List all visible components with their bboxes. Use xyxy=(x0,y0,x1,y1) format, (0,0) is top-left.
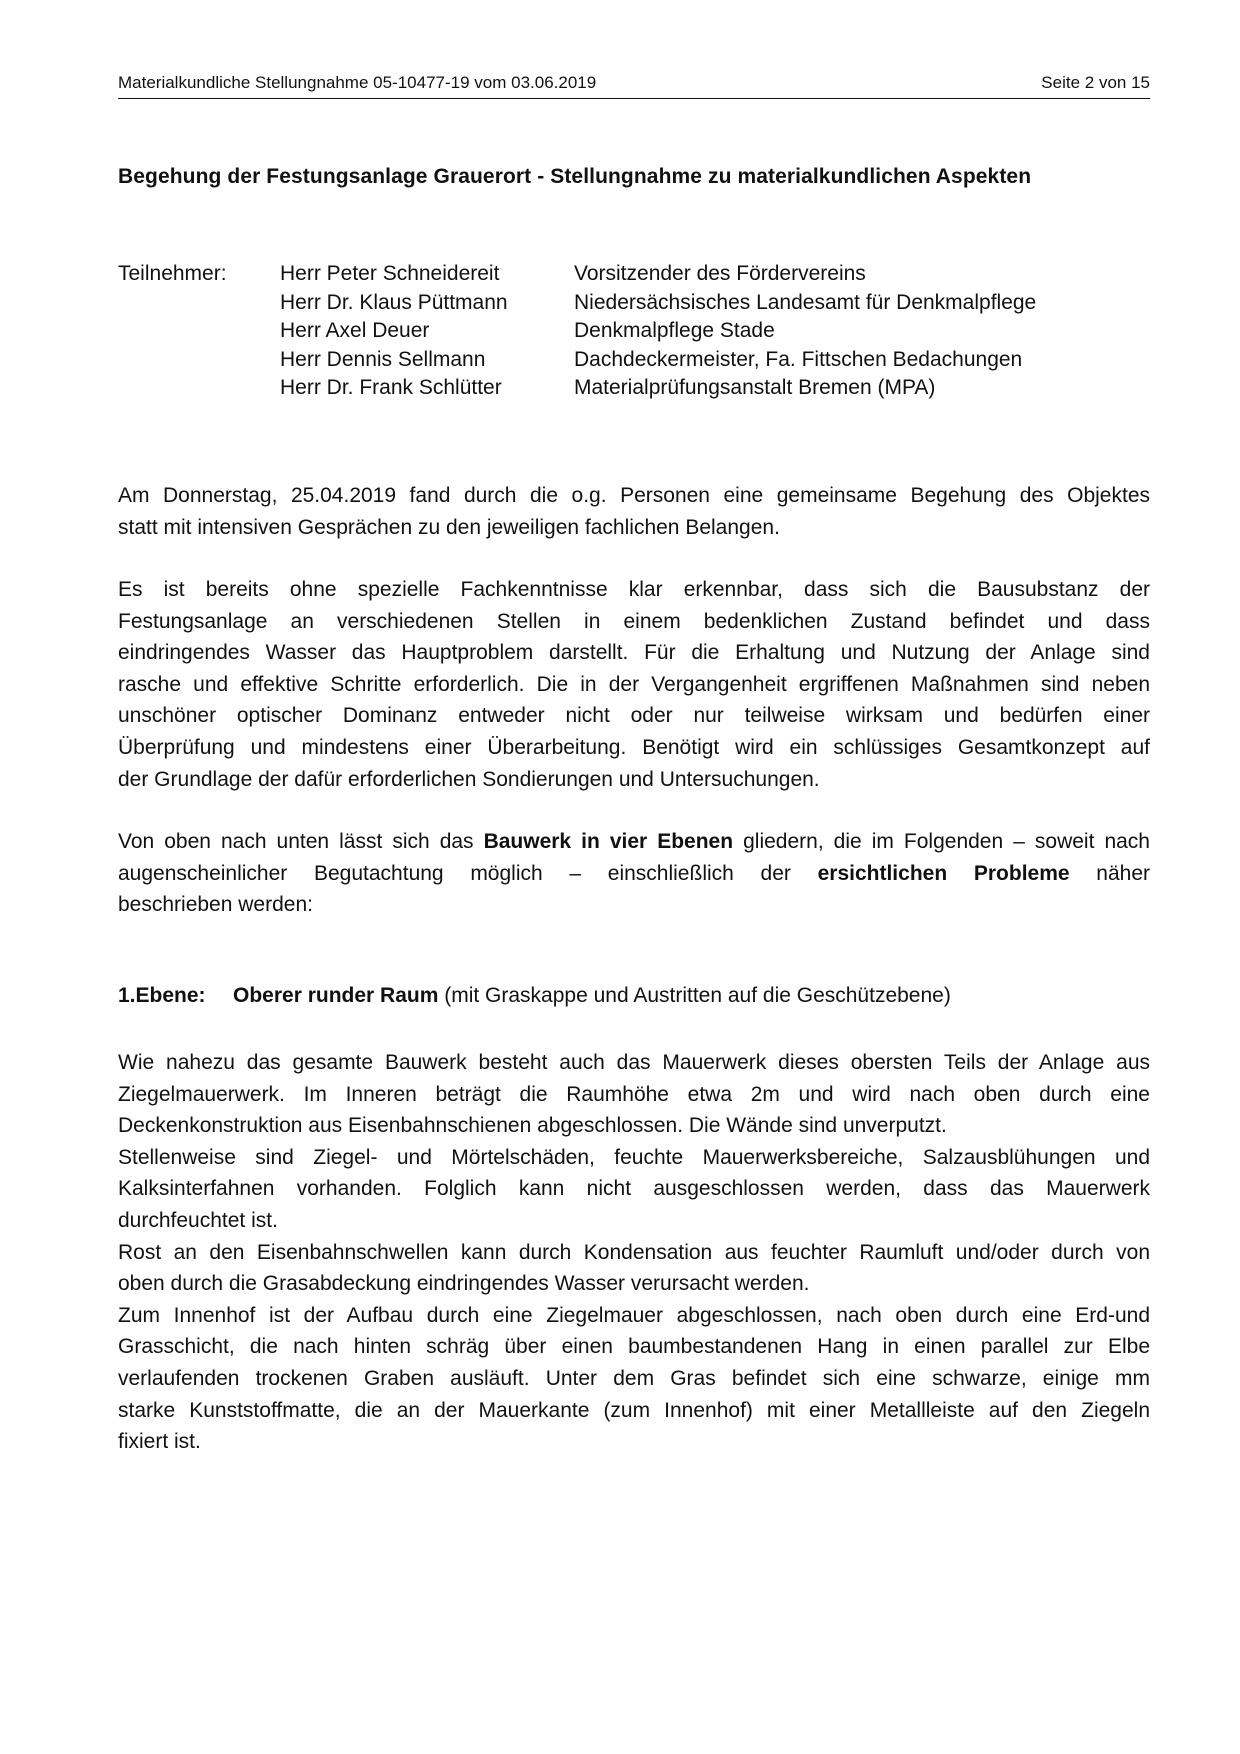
section-heading-level-1 xyxy=(118,984,951,1008)
page-header xyxy=(118,70,1150,99)
participant-role: Dachdeckermeister, Fa. Fittschen Bedachungen xyxy=(574,347,1023,371)
text-line xyxy=(118,858,1150,890)
text-line: oben durch die Grasabdeckung eindringendes Wasser verursacht werden. xyxy=(118,1272,810,1296)
participant-name: Herr Axel Deuer xyxy=(280,319,430,342)
text-line: Deckenkonstruktion aus Eisenbahnschienen abgeschlossen. Die Wände sind unverputzt. xyxy=(118,1114,947,1138)
text-segment: näher xyxy=(1069,861,1150,885)
text-line: Zum Innenhof ist der Aufbau durch eine Ziegelmauer abgeschlossen, nach oben durch eine Erd-und xyxy=(118,1303,1150,1327)
text-line: Festungsanlage an verschiedenen Stellen in einem bedenklichen Zustand befindet und dass xyxy=(118,609,1150,633)
emphasis-text: Bauwerk in vier Ebenen xyxy=(483,830,734,853)
participant-role: Denkmalpflege Stade xyxy=(574,319,775,342)
participant-name: Herr Dr. Frank Schlütter xyxy=(280,376,502,399)
text-line: rasche und effektive Schritte erforderlich. Die in der Vergangenheit ergriffenen Maßnahmen sind neben xyxy=(118,672,1150,696)
participants-label: Teilnehmer: xyxy=(118,262,227,285)
text-line: verlaufenden trockenen Graben ausläuft. Unter dem Gras befindet sich eine schwarze, einige mm xyxy=(118,1366,1150,1390)
participant-row xyxy=(280,315,775,347)
emphasis-text: ersichtlichen Probleme xyxy=(817,861,1070,885)
header-page-number: Seite 2 von 15 xyxy=(1041,73,1150,92)
section-note: (mit Graskappe und Austritten auf die Geschützebene) xyxy=(438,984,951,1007)
paragraph-condition-assessment xyxy=(118,574,1150,795)
paragraph-visit-date xyxy=(118,480,1150,543)
paragraph-masonry xyxy=(118,1047,1150,1458)
text-line: starke Kunststoffmatte, die an der Mauerkante (zum Innenhof) mit einer Metallleiste auf den Ziegeln xyxy=(118,1398,1150,1422)
participant-row xyxy=(280,372,936,404)
participant-row xyxy=(280,258,866,290)
text-segment: Von oben nach unten lässt sich das xyxy=(118,830,484,853)
text-line: Überprüfung und mindestens einer Überarbeitung. Benötigt wird ein schlüssiges Gesamtkonzept auf xyxy=(118,735,1150,759)
text-line: durchfeuchtet ist. xyxy=(118,1208,278,1232)
document-title: Begehung der Festungsanlage Grauerort - Stellungnahme zu materialkundlichen Aspekten xyxy=(118,165,1032,188)
section-number: 1.Ebene: xyxy=(118,984,206,1007)
header-document-reference: Materialkundliche Stellungnahme 05-10477-19 vom 03.06.2019 xyxy=(118,73,597,92)
text-line: Grasschicht, die nach hinten schräg über einen baumbestandenen Hang in einen parallel zur Elbe xyxy=(118,1335,1150,1359)
text-line: Stellenweise sind Ziegel- und Mörtelschäden, feuchte Mauerwerksbereiche, Salzausblühungen und xyxy=(118,1145,1150,1169)
participant-role: Niedersächsisches Landesamt für Denkmalpflege xyxy=(574,290,1037,314)
text-line: Rost an den Eisenbahnschwellen kann durch Kondensation aus feuchter Raumluft und/oder durch von xyxy=(118,1240,1150,1264)
text-line: eindringendes Wasser das Hauptproblem darstellt. Für die Erhaltung und Nutzung der Anlage sind xyxy=(118,641,1150,665)
participant-name: Herr Peter Schneidereit xyxy=(280,262,500,285)
text-segment: augenscheinlicher Begutachtung möglich – einschließlich der xyxy=(118,861,818,885)
participant-name: Herr Dr. Klaus Püttmann xyxy=(280,290,508,314)
participant-row xyxy=(280,344,1023,376)
text-line: Wie nahezu das gesamte Bauwerk besteht auch das Mauerwerk dieses obersten Teils der Anlage aus xyxy=(118,1051,1150,1074)
text-line: Es ist bereits ohne spezielle Fachkenntnisse klar erkennbar, dass sich die Bausubstanz der xyxy=(118,578,1150,601)
participant-role: Vorsitzender des Fördervereins xyxy=(574,262,866,285)
text-line xyxy=(118,826,1150,858)
text-line: beschrieben werden: xyxy=(118,893,313,917)
paragraph-structure-overview xyxy=(118,826,1150,921)
participant-role: Materialprüfungsanstalt Bremen (MPA) xyxy=(574,376,936,399)
participant-row xyxy=(280,287,1037,319)
participant-name: Herr Dennis Sellmann xyxy=(280,347,486,371)
section-name: Oberer runder Raum xyxy=(233,984,439,1007)
text-line: Ziegelmauerwerk. Im Inneren beträgt die Raumhöhe etwa 2m und wird nach oben durch eine xyxy=(118,1082,1150,1106)
text-line: Kalksinterfahnen vorhanden. Folglich kann nicht ausgeschlossen werden, dass das Mauerwerk xyxy=(118,1177,1150,1201)
text-line: fixiert ist. xyxy=(118,1430,201,1454)
text-line: Am Donnerstag, 25.04.2019 fand durch die o.g. Personen eine gemeinsame Begehung des Objektes xyxy=(118,484,1150,507)
text-line: unschöner optischer Dominanz entweder nicht oder nur teilweise wirksam und bedürfen einer xyxy=(118,704,1150,728)
text-line: der Grundlage der dafür erforderlichen Sondierungen und Untersuchungen. xyxy=(118,767,820,791)
text-line: statt mit intensiven Gesprächen zu den jeweiligen fachlichen Belangen. xyxy=(118,515,780,539)
text-segment: gliedern, die im Folgenden – soweit nach xyxy=(733,830,1150,853)
